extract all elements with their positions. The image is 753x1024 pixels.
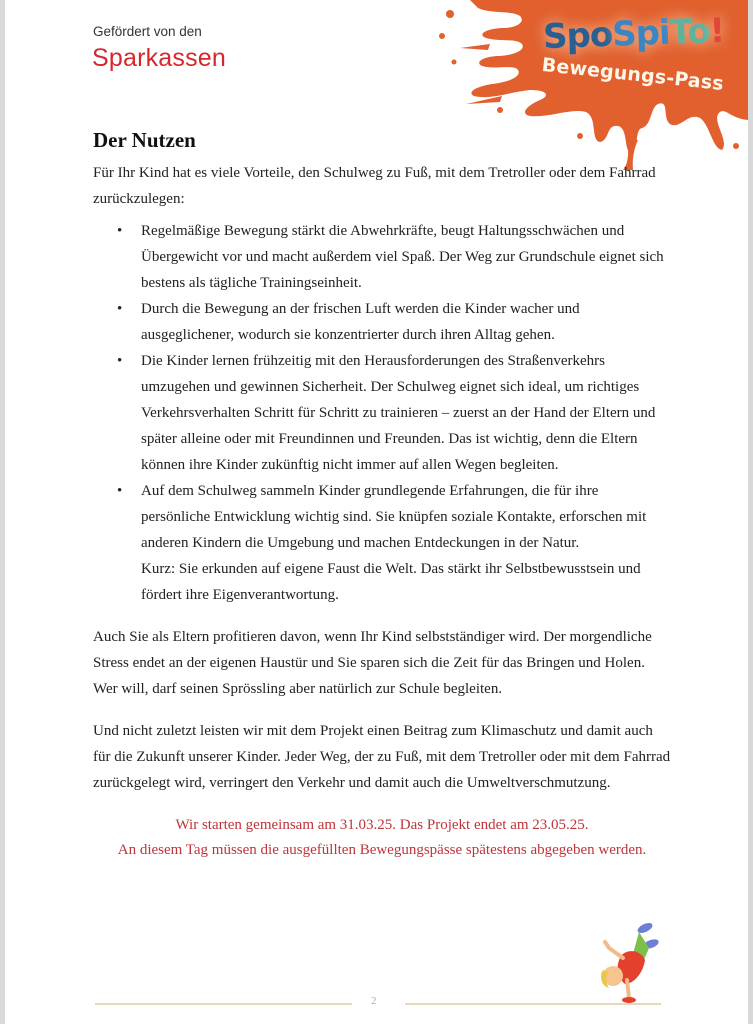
benefit-text: Die Kinder lernen frühzeitig mit den Herausforderungen des Straßenverkehrs umzugehen und gewinnen Sicherheit. Der Schulweg eignet sich ideal, um richtiges Verkehrsverhalten Schritt für Schritt zu trainieren – zuerst an der Hand der Eltern und später alleine oder mit Freundinnen und Freunden. Das ist wichtig, denn die Eltern können ihre Kinder zukünftig nicht immer auf allen Wegen begleiten. bbox=[141, 353, 656, 473]
benefit-summary: Kurz: Sie erkunden auf eigene Faust die Welt. Das stärkt ihr Selbstbewusstsein und fördert ihre Eigenverantwortung. bbox=[141, 561, 641, 603]
list-item bbox=[115, 348, 670, 478]
bullet-icon: • bbox=[117, 483, 123, 499]
bullet-icon: • bbox=[117, 301, 123, 317]
notice-line-1: Wir starten gemeinsam am 31.03.25. Das Projekt endet am 23.05.25. bbox=[175, 817, 589, 833]
sponsor-label: Gefördert von den bbox=[93, 24, 202, 39]
list-item bbox=[115, 218, 670, 296]
benefits-list bbox=[115, 218, 670, 608]
section-heading: Der Nutzen bbox=[93, 128, 196, 152]
footer-divider-left bbox=[95, 1003, 352, 1005]
bullet-icon: • bbox=[117, 353, 123, 369]
sposipito-logo bbox=[542, 11, 725, 57]
intro-text: Für Ihr Kind hat es viele Vorteile, den Schulweg zu Fuß, mit dem Tretroller oder dem Fahrrad zurückzulegen: bbox=[93, 165, 656, 207]
logo-subtitle: Bewegungs-Pass bbox=[540, 54, 725, 96]
list-item bbox=[115, 296, 670, 348]
notice-line-2: An diesem Tag müssen die ausgefüllten Bewegungspässe spätestens abgegeben werden. bbox=[117, 842, 647, 858]
logo-part-spo: Spo bbox=[542, 14, 613, 58]
list-item bbox=[115, 478, 670, 608]
benefit-text: Durch die Bewegung an der frischen Luft werden die Kinder wacher und ausgeglichener, wodurch sie konzentrierter durch ihren Alltag gehen. bbox=[141, 301, 580, 343]
handstand-child-illustration bbox=[583, 918, 663, 1006]
benefit-text: Regelmäßige Bewegung stärkt die Abwehrkräfte, beugt Haltungsschwächen und Übergewicht vor und macht außerdem viel Spaß. Der Weg zur Grundschule eignet sich bestens als tägliche Trainingseinheit. bbox=[141, 223, 664, 291]
benefit-text: Auf dem Schulweg sammeln Kinder grundlegende Erfahrungen, die für ihre persönliche Entwicklung wichtig sind. Sie knüpfen soziale Kontakte, erforschen mit anderen Kindern die Umgebung und machen Entdeckungen in der Natur. bbox=[141, 483, 647, 551]
logo-part-to: To bbox=[668, 11, 711, 53]
climate-paragraph: Und nicht zuletzt leisten wir mit dem Projekt einen Beitrag zum Klimaschutz und damit auch für die Zukunft unserer Kinder. Jeder Weg, der zu Fuß, mit dem Tretroller oder mit dem Fahrrad zurückgelegt wird, verringert den Verkehr und damit auch die Umweltverschmutzung. bbox=[93, 723, 671, 791]
bullet-icon: • bbox=[117, 223, 123, 239]
project-dates-notice bbox=[93, 813, 671, 863]
document-page bbox=[5, 0, 748, 1024]
logo-part-spi: Spi bbox=[611, 12, 671, 55]
parents-paragraph: Auch Sie als Eltern profitieren davon, wenn Ihr Kind selbstständiger wird. Der morgendliche Stress endet an der eigenen Haustür und Sie sparen sich die Zeit für das Bringen und Holen. Wer will, darf seinen Sprössling aber natürlich zur Schule begleiten. bbox=[93, 629, 652, 697]
page-number: 2 bbox=[371, 995, 377, 1007]
logo-part-exclamation: ! bbox=[708, 10, 725, 52]
sponsor-name: Sparkassen bbox=[92, 44, 227, 72]
footer-divider-right bbox=[405, 1003, 661, 1005]
